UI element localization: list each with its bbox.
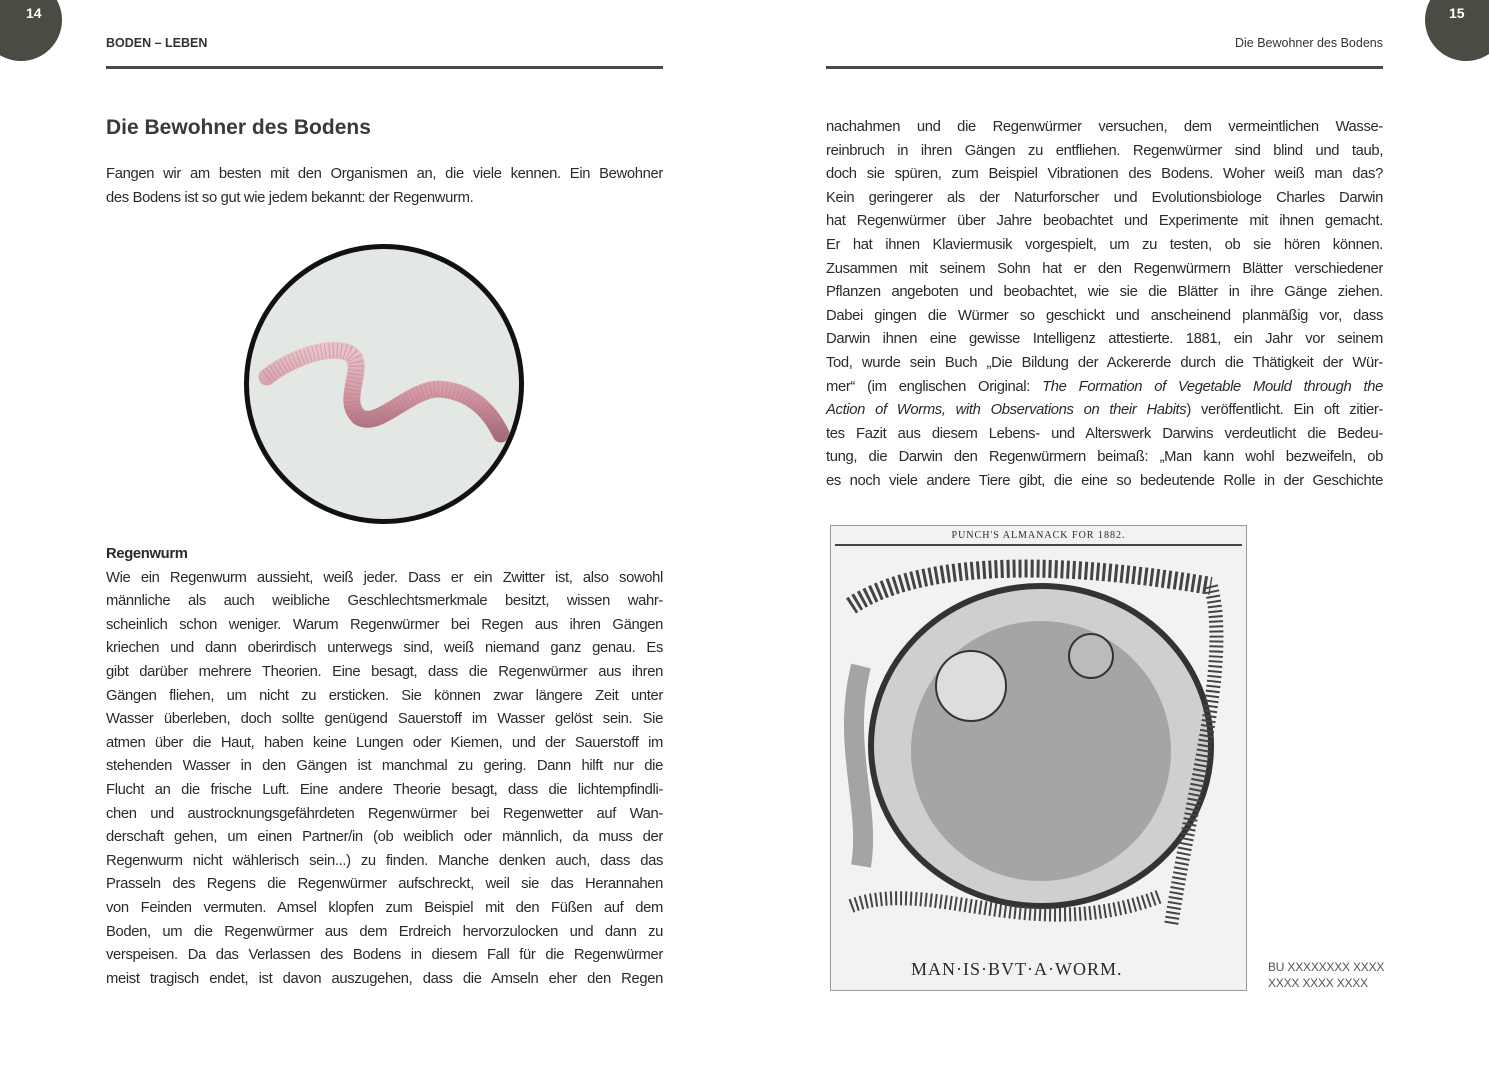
intro-paragraph — [106, 163, 663, 210]
text-line: reinbruch in ihren Gängen zu entfliehen. Regenwürmer sind blind und taub, — [826, 142, 1383, 159]
text-line: es noch viele andere Tiere gibt, die eine so bedeutende Rolle in der Geschichte — [826, 472, 1383, 489]
regenwurm-section — [106, 543, 663, 991]
image-caption: BU XXXXXXXX XXXX XXXX XXXX XXXX — [1268, 960, 1385, 990]
punch-cartoon-engraving — [830, 525, 1247, 991]
text-line: meist tragisch endet, ist davon auszugehen, dass die Amseln eher den Regen — [106, 970, 663, 987]
text-line: Flucht an die frische Luft. Eine andere Theorie besagt, dass die lichtempfindli- — [106, 781, 663, 798]
header-rule-left — [106, 66, 663, 69]
text-line: Action of Worms, with Observations on their Habits) veröffentlicht. Ein oft zitier- — [826, 402, 1383, 419]
text-line: Wie ein Regenwurm aussieht, weiß jeder. Dass er ein Zwitter ist, also sowohl — [106, 569, 663, 586]
text-line: Gängen fliehen, um nicht zu ersticken. Sie können zwar längere Zeit unter — [106, 687, 663, 704]
text-line: Darwin ihnen eine gewisse Intelligenz attestierte. 1881, ein Jahr vor seinem — [826, 331, 1383, 348]
text-line: Prasseln des Regens die Regenwürmer aufschreckt, weil sie das Herannahen — [106, 876, 663, 893]
text-line: kriechen und dann oberirdisch unterwegs sind, weiß niemand ganz genau. Es — [106, 640, 663, 657]
text-line: doch sie spüren, zum Beispiel Vibrationen des Bodens. Woher weiß man das? — [826, 166, 1383, 183]
page-number: 14 — [26, 5, 42, 21]
running-head-right: Die Bewohner des Bodens — [1234, 36, 1383, 50]
text-line: Regenwurm nicht wählerisch sein...) zu finden. Manche denken auch, dass das — [106, 852, 663, 869]
book-title-italic: Action of Worms, with Observations on their Habits — [826, 402, 1187, 419]
text-line: chen und austrocknungsgefährdeten Regenwürmer bei Regenwetter auf Wan- — [106, 805, 663, 822]
engraving-motto: MAN·IS·BVT·A·WORM. — [911, 959, 1123, 979]
text-line: scheinlich schon weniger. Warum Regenwürmer bei Regen aus ihren Gängen — [106, 616, 663, 633]
section-subheading: Regenwurm — [106, 546, 188, 562]
page-number-tab-right — [1425, 0, 1489, 61]
text-line: tes Fazit aus diesem Lebens- und Alterswerk Darwins verdeutlicht die Bedeu- — [826, 425, 1383, 442]
text-line: nachahmen und die Regenwürmer versuchen, dem vermeintlichen Wasse- — [826, 119, 1383, 135]
text-line: Dabei gingen die Würmer so geschickt und anscheinend planmäßig vor, dass — [826, 307, 1383, 324]
text-line: Fangen wir am besten mit den Organismen an, die viele kennen. Ein Bewohner — [106, 166, 663, 182]
text-line: Zusammen mit seinem Sohn hat er den Regenwürmern Blätter verschiedener — [826, 260, 1383, 277]
page-title: Die Bewohner des Bodens — [106, 116, 371, 139]
text-line: atmen über die Haut, haben keine Lungen oder Kiemen, und der Sauerstoff im — [106, 734, 663, 751]
text-line: Kein geringerer als der Naturforscher und Evolutionsbiologe Charles Darwin — [826, 189, 1383, 206]
right-body-text — [826, 116, 1383, 494]
text-line: mer“ (im englischen Original: The Formation of Vegetable Mould through the — [826, 378, 1383, 395]
text-line: gibt darüber mehrere Theorien. Eine besagt, dass die Regenwürmer aus ihren — [106, 663, 663, 680]
text-line: Tod, wurde sein Buch „Die Bildung der Ackererde durch die Thätigkeit der Wür- — [826, 354, 1383, 371]
text-line: tung, die Darwin den Regenwürmern beimaß: „Man kann wohl bezweifeln, ob — [826, 449, 1383, 466]
text-line: Er hat ihnen Klaviermusik vorgespielt, um zu testen, ob sie hören können. — [826, 236, 1383, 253]
page-number: 15 — [1449, 5, 1465, 21]
running-head-left: BODEN – LEBEN — [106, 36, 208, 50]
text-line: stehenden Wasser in den Gängen ist manchmal zu gering. Dann hilft nur die — [106, 758, 663, 775]
header-rule-right — [826, 66, 1383, 69]
book-title-italic: The Formation of Vegetable Mould through the — [1042, 378, 1383, 395]
text-line: hat Regenwürmer über Jahre beobachtet und Experimente mit ihnen gemacht. — [826, 213, 1383, 230]
engraving-artwork — [831, 546, 1246, 946]
text-line: von Feinden vermuten. Amsel klopfen zum Beispiel mit den Füßen auf dem — [106, 899, 663, 916]
engraving-header: PUNCH'S ALMANACK FOR 1882. — [835, 526, 1242, 546]
text-line: männliche als auch weibliche Geschlechtsmerkmale besitzt, wissen wahr- — [106, 593, 663, 610]
earthworm-illustration — [244, 244, 524, 524]
text-line: des Bodens ist so gut wie jedem bekannt: der Regenwurm. — [106, 189, 474, 206]
text-line: Wasser überleben, doch sollte genügend Sauerstoff im Wasser gelöst sein. Sie — [106, 711, 663, 728]
text-line: Boden, um die Regenwürmer aus dem Erdreich hervorzulocken und dann zu — [106, 923, 663, 940]
text-line: Pflanzen angeboten und beobachtet, wie sie die Blätter in ihre Gänge ziehen. — [826, 284, 1383, 301]
text-line: derschaft gehen, um einen Partner/in (ob weiblich oder männlich, da muss der — [106, 829, 663, 846]
text-line: verspeisen. Da das Verlassen des Bodens in diesem Fall für die Regenwürmer — [106, 947, 663, 964]
page-number-tab-left — [0, 0, 62, 61]
